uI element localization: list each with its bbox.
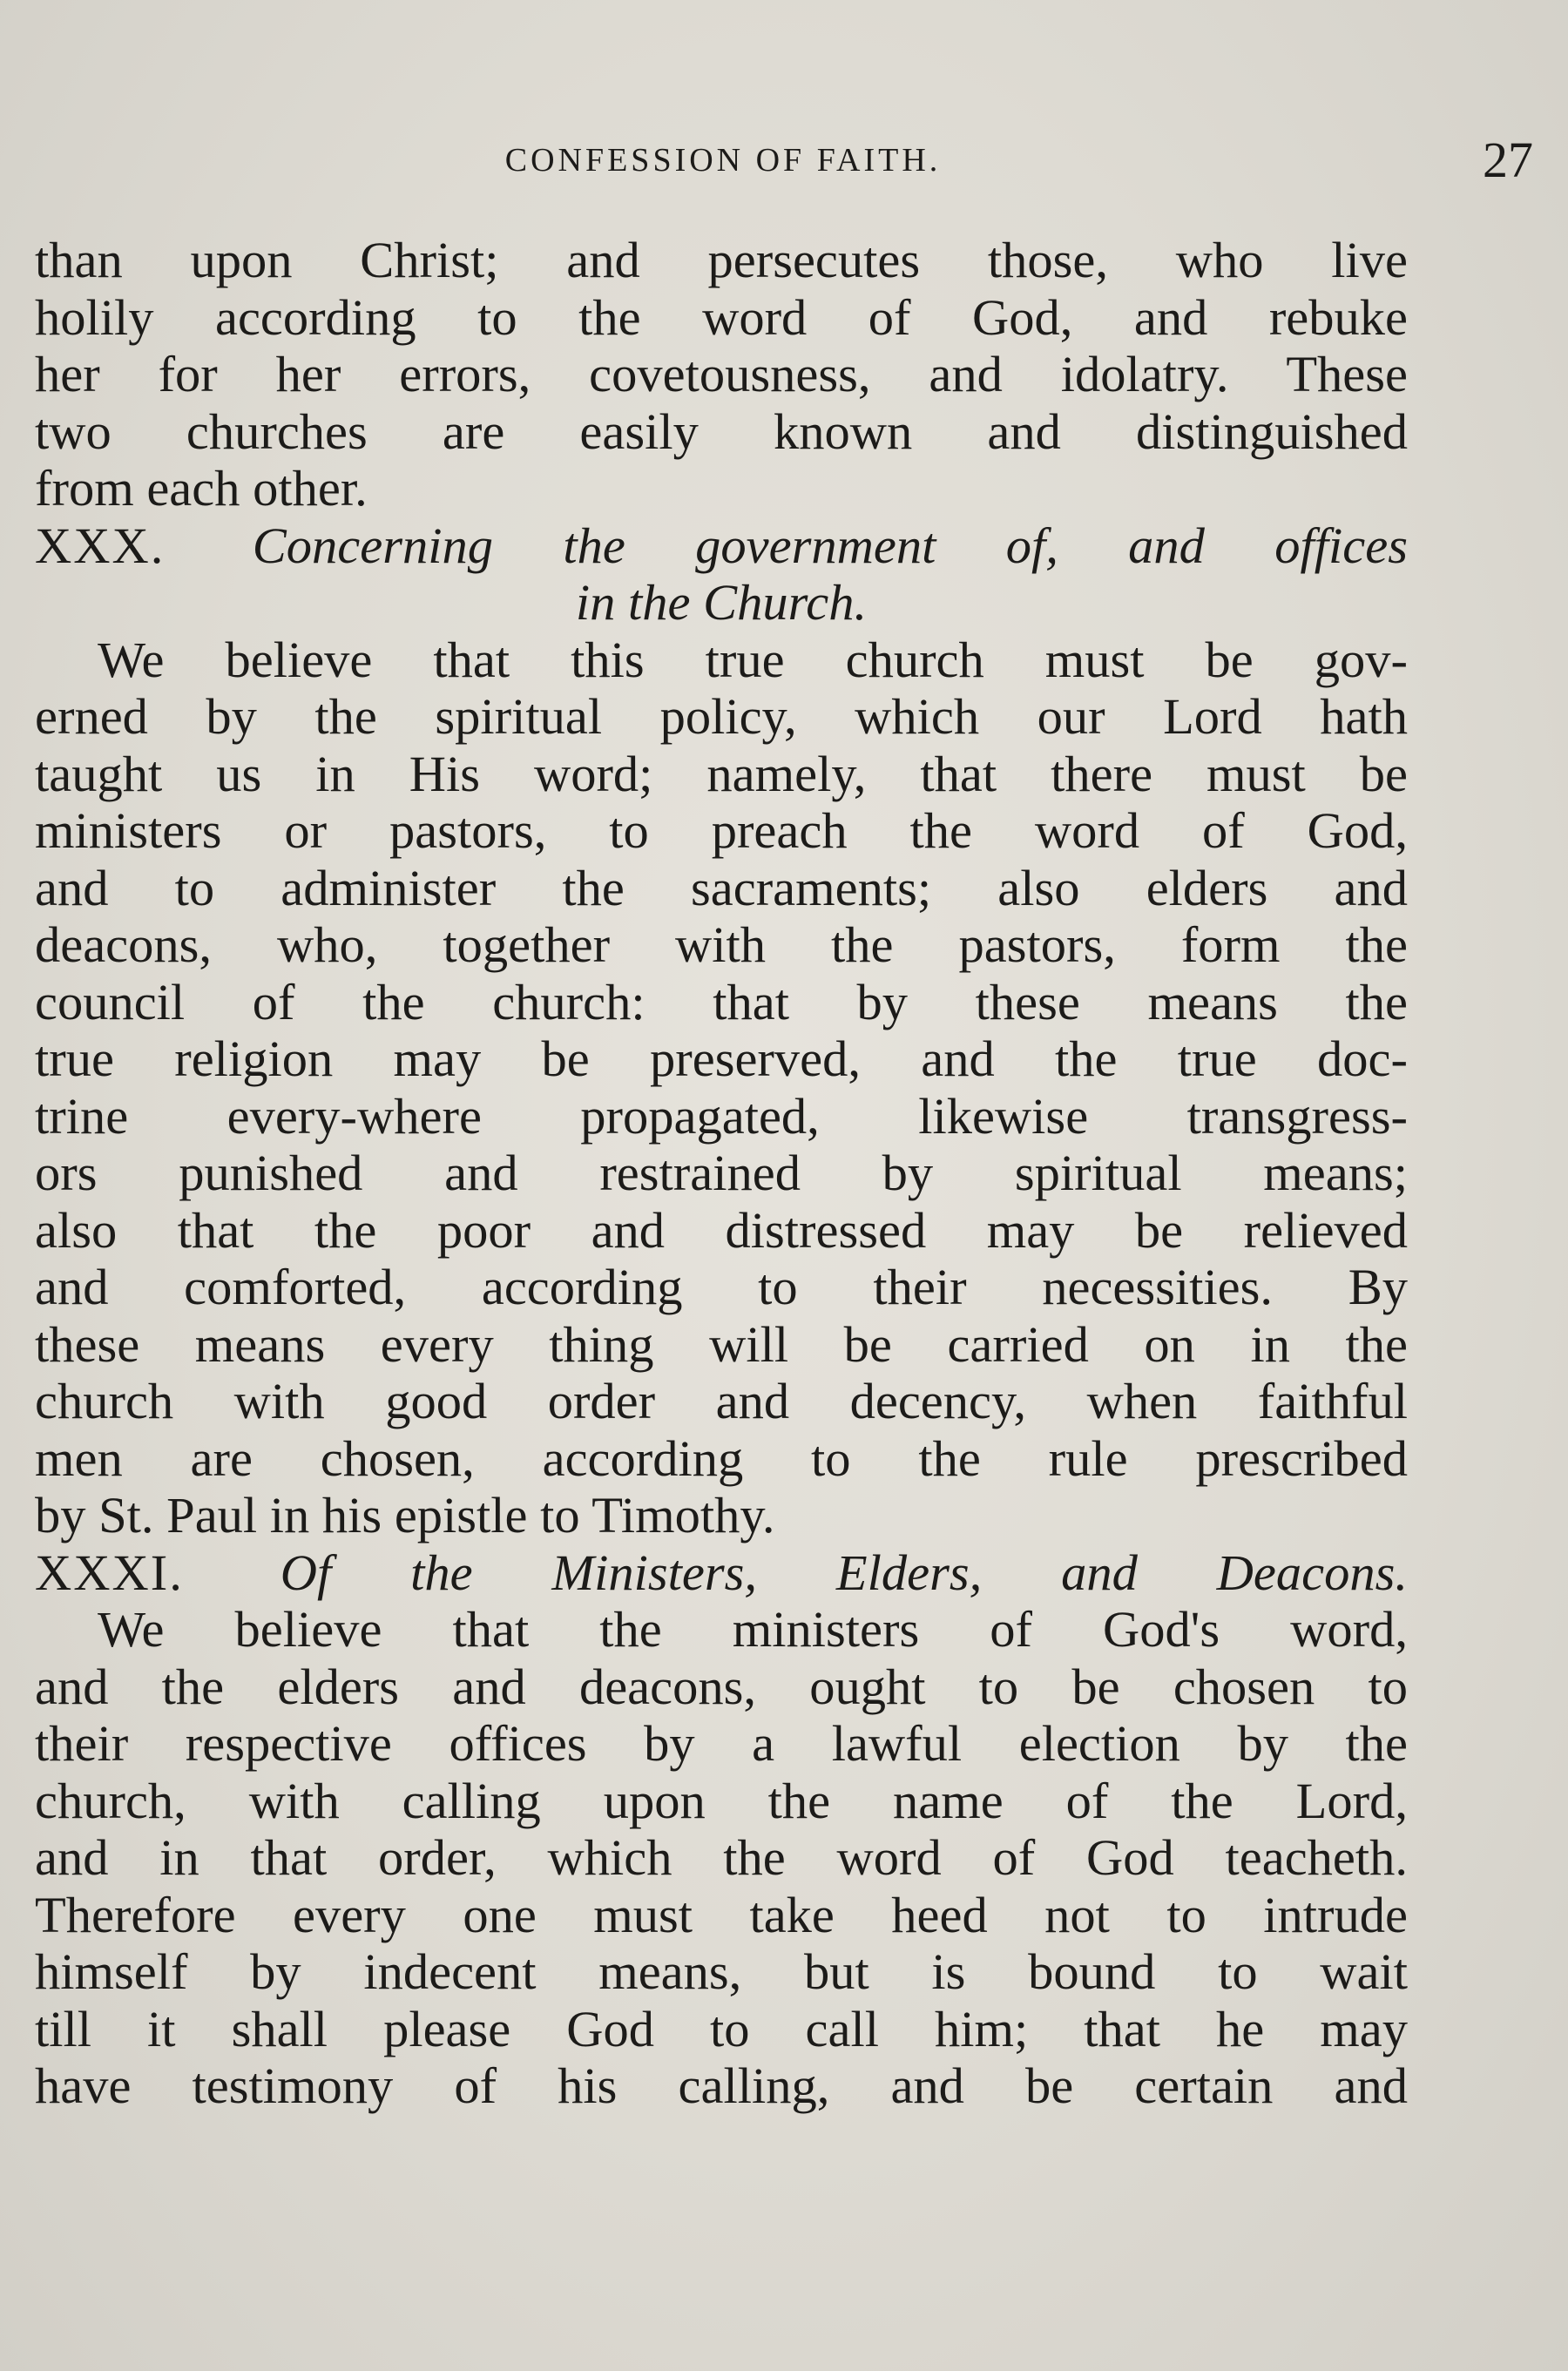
running-head <box>35 131 1533 192</box>
text-line: men are chosen, according to the rule prescribed <box>35 1429 1408 1487</box>
text-line: two churches are easily known and distinguished <box>35 402 1408 460</box>
article-30-title-cont: in the Church. <box>575 574 868 631</box>
article-31-number: XXXI. <box>35 1544 184 1601</box>
text-line: from each other. <box>35 460 368 517</box>
text-line: Therefore every one must take heed not to intrude <box>35 1886 1408 1943</box>
text-line: council of the church: that by these means the <box>35 973 1408 1030</box>
text-line: true religion may be preserved, and the true doc- <box>35 1030 1408 1087</box>
text-line: till it shall please God to call him; that he may <box>35 2000 1408 2057</box>
text-line: trine every-where propagated, likewise transgress- <box>35 1087 1408 1145</box>
running-title: CONFESSION OF FAITH. <box>504 142 942 179</box>
article-31-heading <box>35 1544 1408 1602</box>
text-line: her for her errors, covetousness, and idolatry. These <box>35 346 1408 402</box>
text-line: holily according to the word of God, and rebuke <box>35 288 1408 346</box>
text-line: their respective offices by a lawful election by the <box>35 1715 1408 1772</box>
article-30-paragraph <box>35 632 1408 1544</box>
text-line: ors punished and restrained by spiritual means; <box>35 1145 1408 1201</box>
text-line: and comforted, according to their necessities. By <box>35 1259 1408 1315</box>
article-31-paragraph <box>35 1601 1408 2115</box>
article-30-title: Concerning the government of, and offices <box>252 517 1409 574</box>
text-line: erned by the spiritual policy, which our Lord hath <box>35 688 1408 745</box>
page-body <box>35 232 1408 2115</box>
page-number: 27 <box>1483 132 1533 188</box>
text-line: church with good order and decency, when faithful <box>35 1373 1408 1429</box>
text-line: have testimony of his calling, and be certain and <box>35 2057 1408 2114</box>
article-30-number: XXX. <box>35 517 166 574</box>
text-line: also that the poor and distressed may be relieved <box>35 1201 1408 1259</box>
text-line: these means every thing will be carried on in the <box>35 1315 1408 1373</box>
text-line: and to administer the sacraments; also elders and <box>35 859 1408 916</box>
text-line: and in that order, which the word of God teacheth. <box>35 1829 1408 1886</box>
text-line: by St. Paul in his epistle to Timothy. <box>35 1487 775 1544</box>
text-line: himself by indecent means, but is bound to wait <box>35 1943 1408 2000</box>
text-line: and the elders and deacons, ought to be chosen to <box>35 1658 1408 1715</box>
text-line: taught us in His word; namely, that there must be <box>35 745 1408 802</box>
text-line: church, with calling upon the name of the Lord, <box>35 1772 1408 1829</box>
article-30-heading <box>35 517 1408 575</box>
text-line: We believe that this true church must be gov- <box>98 631 1408 688</box>
text-line: ministers or pastors, to preach the word of God, <box>35 802 1408 859</box>
text-line: deacons, who, together with the pastors, form the <box>35 916 1408 973</box>
article-31-title: Of the Ministers, Elders, and Deacons. <box>280 1544 1408 1601</box>
text-line: We believe that the ministers of God's word, <box>98 1601 1408 1658</box>
text-line: than upon Christ; and persecutes those, who live <box>35 232 1408 288</box>
